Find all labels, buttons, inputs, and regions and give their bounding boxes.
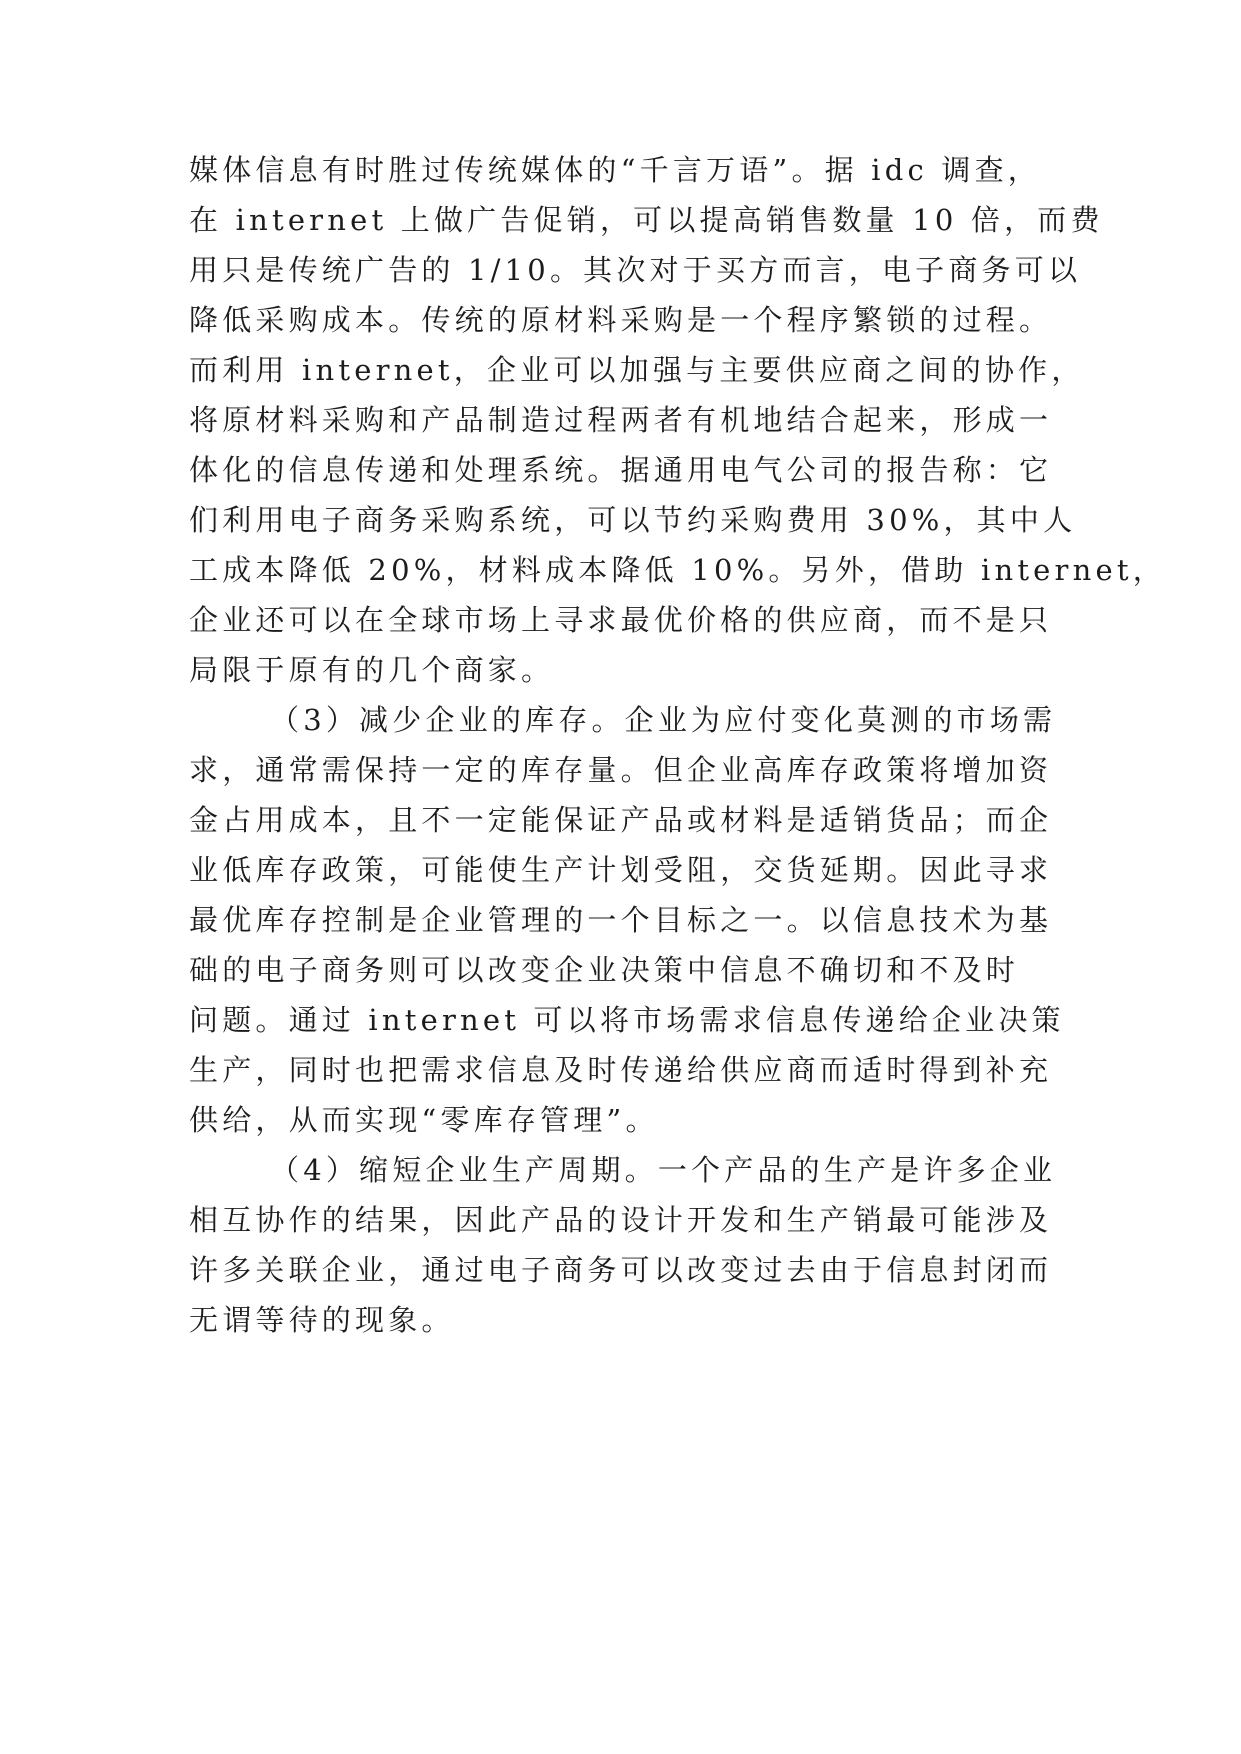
text-line: 用只是传统广告的 1/10。其次对于买方而言，电子商务可以 xyxy=(189,253,1082,287)
text-line: 相互协作的结果，因此产品的设计开发和生产销最可能涉及 xyxy=(189,1203,1053,1237)
text-line: 工成本降低 20%，材料成本降低 10%。另外，借助 internet， xyxy=(189,553,1166,587)
text-line: 们利用电子商务采购系统，可以节约采购费用 30%，其中人 xyxy=(189,503,1077,537)
text-line: 业低库存政策，可能使生产计划受阻，交货延期。因此寻求 xyxy=(189,853,1053,887)
text-line: 体化的信息传递和处理系统。据通用电气公司的报告称：它 xyxy=(189,453,1053,487)
text-line: 金占用成本，且不一定能保证产品或材料是适销货品；而企 xyxy=(189,803,1053,837)
text-line: 生产，同时也把需求信息及时传递给供应商而适时得到补充 xyxy=(189,1053,1053,1087)
text-line: 局限于原有的几个商家。 xyxy=(189,653,555,687)
text-line: 无谓等待的现象。 xyxy=(189,1303,455,1337)
text-line: 企业还可以在全球市场上寻求最优价格的供应商，而不是只 xyxy=(189,603,1053,637)
paragraph-heading-3: （3）减少企业的库存。企业为应付变化莫测的市场需 xyxy=(270,703,1057,737)
text-line: 问题。通过 internet 可以将市场需求信息传递给企业决策 xyxy=(189,1003,1065,1037)
text-line: 将原材料采购和产品制造过程两者有机地结合起来，形成一 xyxy=(189,403,1053,437)
text-line: 媒体信息有时胜过传统媒体的“千言万语”。据 idc 调查， xyxy=(189,153,1041,187)
text-line: 而利用 internet，企业可以加强与主要供应商之间的协作， xyxy=(189,353,1085,387)
text-line: 求，通常需保持一定的库存量。但企业高库存政策将增加资 xyxy=(189,753,1053,787)
text-line: 础的电子商务则可以改变企业决策中信息不确切和不及时 xyxy=(189,953,1020,987)
text-line: 供给，从而实现“零库存管理”。 xyxy=(189,1103,659,1137)
text-line: 许多关联企业，通过电子商务可以改变过去由于信息封闭而 xyxy=(189,1253,1053,1287)
text-line: 在 internet 上做广告促销，可以提高销售数量 10 倍，而费 xyxy=(189,203,1104,237)
text-line: 降低采购成本。传统的原材料采购是一个程序繁锁的过程。 xyxy=(189,303,1053,337)
paragraph-heading-4: （4）缩短企业生产周期。一个产品的生产是许多企业 xyxy=(270,1153,1057,1187)
text-line: 最优库存控制是企业管理的一个目标之一。以信息技术为基 xyxy=(189,903,1053,937)
